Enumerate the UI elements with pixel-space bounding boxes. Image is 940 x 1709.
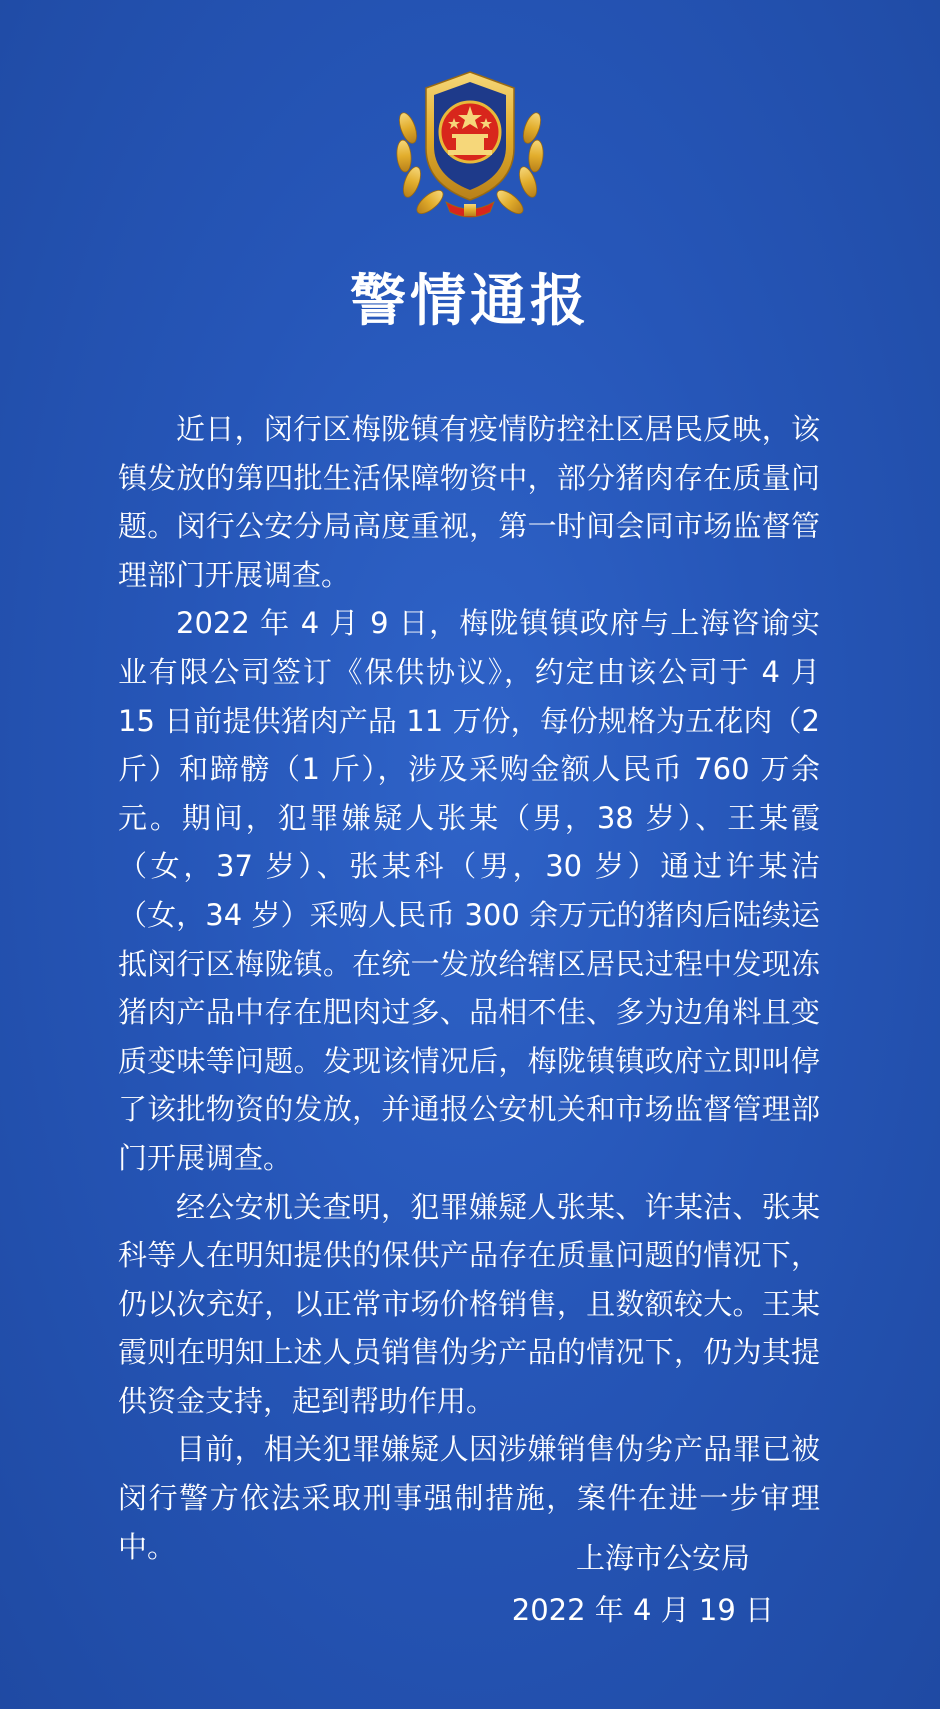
issue-date: 2022 年 4 月 19 日 xyxy=(511,1593,774,1627)
paragraph: 近日，闵行区梅陇镇有疫情防控社区居民反映，该镇发放的第四批生活保障物资中，部分猪肉存在质量问题。闵行公安分局高度重视，第一时间会同市场监督管理部门开展调查。 xyxy=(118,412,820,592)
paragraph: 经公安机关查明，犯罪嫌疑人张某、许某洁、张某科等人在明知提供的保供产品存在质量问题的情况下，仍以次充好，以正常市场价格销售，且数额较大。王某霞则在明知上述人员销售伪劣产品的情况下，仍为其提供资金支持，起到帮助作用。 xyxy=(118,1189,820,1418)
police-emblem-icon xyxy=(386,66,554,226)
page-title: 警情通报 xyxy=(350,269,590,334)
issuer-signature: 上海市公安局 xyxy=(575,1541,750,1575)
notice-body xyxy=(118,405,820,1571)
paragraph: 目前，相关犯罪嫌疑人因涉嫌销售伪劣产品罪已被闵行警方依法采取刑事强制措施，案件在进一步审理中。 xyxy=(118,1432,820,1564)
paragraph: 2022 年 4 月 9 日，梅陇镇镇政府与上海咨谕实业有限公司签订《保供协议》，约定由该公司于 4 月 15 日前提供猪肉产品 11 万份，每份规格为五花肉（2 斤）和蹄髈（1 斤），涉及采购金额人民币 760 万余元。期间，犯罪嫌疑人张某（男，38 岁）、王某霞（女，37 岁）、张某科（男，30 岁）通过许某洁（女，34 岁）采购人民币 300 余万元的猪肉后陆续运抵闵行区梅陇镇。在统一发放给辖区居民过程中发现冻猪肉产品中存在肥肉过多、品相不佳、多为边角料且变质变味等问题。发现该情况后，梅陇镇镇政府立即叫停了该批物资的发放，并通报公安机关和市场监督管理部门开展调查。 xyxy=(118,606,820,1175)
